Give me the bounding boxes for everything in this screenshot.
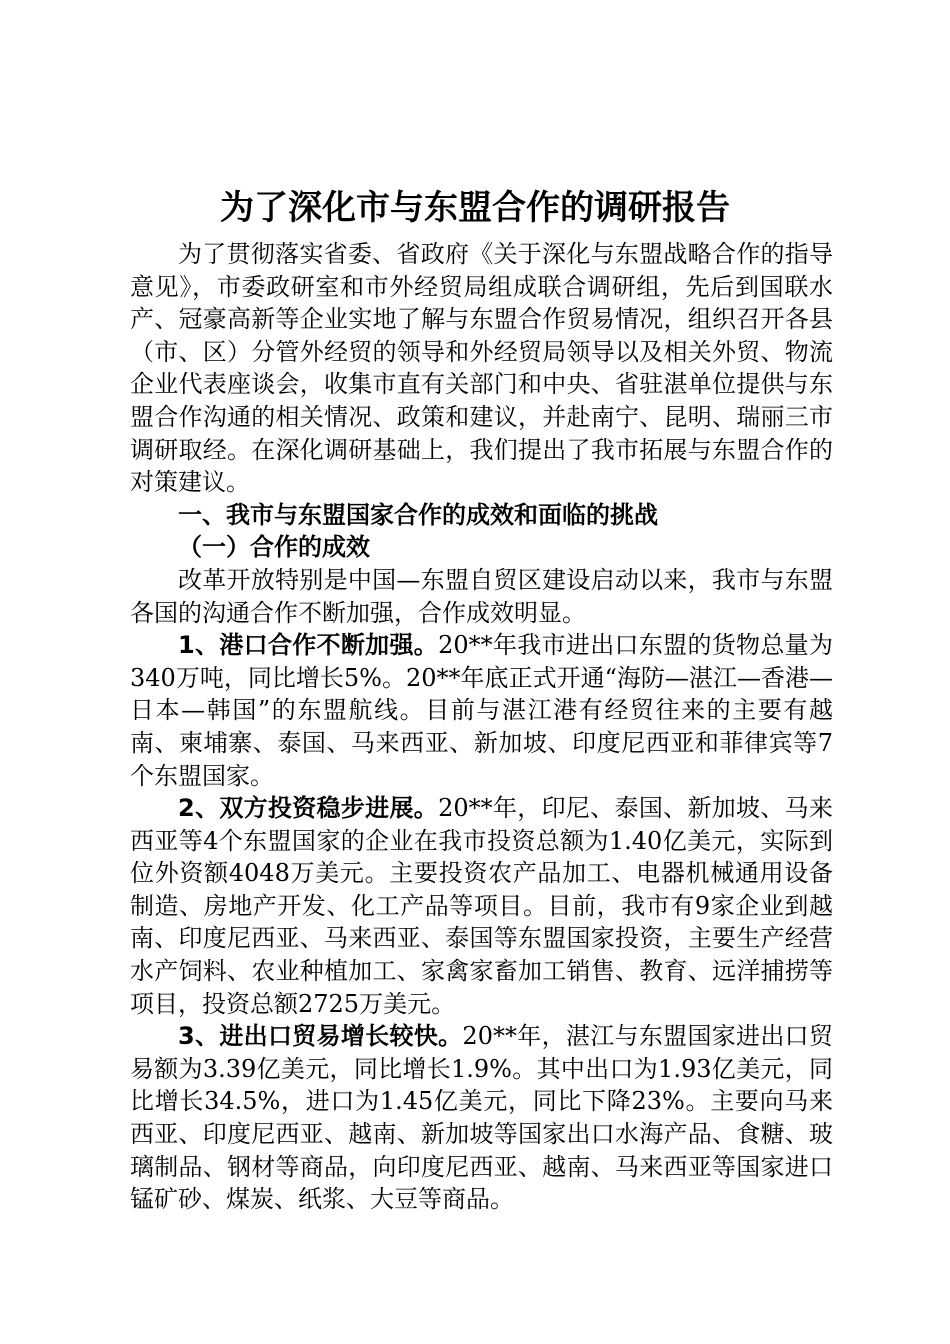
point-lead: 1、港口合作不断加强。 [178, 631, 439, 660]
point-paragraph-port-cooperation [130, 629, 833, 792]
point-lead: 2、双方投资稳步进展。 [178, 794, 439, 823]
point-paragraph-trade [130, 1020, 833, 1216]
point-text: 20**年，湛江与东盟国家进出口贸易额为3.39亿美元，同比增长1.9%。其中出口为1.93亿美元，同比增长34.5%，进口为1.45亿美元，同比下降23%。主要向马来西亚、印度尼西亚、越南、新加坡等国家出口水海产品、食糖、玻璃制品、钢材等商品，向印度尼西亚、越南、马来西亚等国家进口锰矿砂、煤炭、纸浆、大豆等商品。 [130, 1022, 833, 1214]
document-title: 为了深化市与东盟合作的调研报告 [220, 188, 730, 228]
intro-paragraph: 为了贯彻落实省委、省政府《关于深化与东盟战略合作的指导意见》，市委政研室和市外经贸局组成联合调研组，先后到国联水产、冠豪高新等企业实地了解与东盟合作贸易情况，组织召开各县（市、区）分管外经贸的领导和外经贸局领导以及相关外贸、物流企业代表座谈会，收集市直有关部门和中央、省驻湛单位提供与东盟合作沟通的相关情况、政策和建议，并赴南宁、昆明、瑞丽三市调研取经。在深化调研基础上，我们提出了我市拓展与东盟合作的对策建议。 [130, 240, 833, 497]
subsection-intro-paragraph: 改革开放特别是中国—东盟自贸区建设启动以来，我市与东盟各国的沟通合作不断加强，合作成效明显。 [130, 565, 833, 627]
document-body [130, 238, 833, 1216]
point-text: 20**年，印尼、泰国、新加坡、马来西亚等4个东盟国家的企业在我市投资总额为1.40亿美元，实际到位外资额4048万美元。主要投资农产品加工、电器机械通用设备制造、房地产开发、化工产品等项目。目前，我市有9家企业到越南、印度尼西亚、马来西亚、泰国等东盟国家投资，主要生产经营水产饲料、农业种植加工、家禽家畜加工销售、教育、远洋捕捞等项目，投资总额2725万美元。 [130, 794, 833, 1018]
point-lead: 3、进出口贸易增长较快。 [178, 1022, 463, 1051]
point-text: 20**年我市进出口东盟的货物总量为340万吨，同比增长5%。20**年底正式开通“海防—湛江—香港—日本—韩国”的东盟航线。目前与湛江港有经贸往来的主要有越南、柬埔寨、泰国、马来西亚、新加坡、印度尼西亚和菲律宾等7个东盟国家。 [130, 631, 833, 790]
section-heading: 一、我市与东盟国家合作的成效和面临的挑战 [178, 500, 658, 529]
subsection-heading: （一）合作的成效 [178, 533, 370, 562]
point-paragraph-investment [130, 792, 833, 1020]
